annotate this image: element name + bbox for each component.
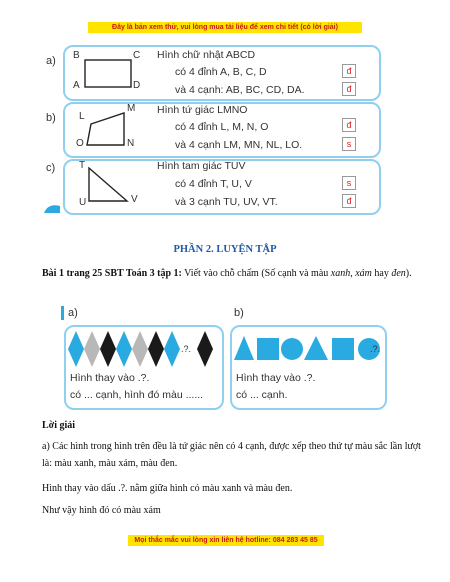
row-c-mark2: đ [342, 194, 356, 208]
diamond-blue-2 [116, 331, 132, 367]
diamond-sequence [66, 327, 218, 371]
diamond-black-1 [100, 331, 116, 367]
task-text1: Viết vào chỗ chấm (Số cạnh và màu [181, 268, 331, 279]
row-b-mark1: đ [342, 118, 356, 132]
hotline-banner: Mọi thắc mắc vui lòng xin liên hệ hotline: 084 283 45 85 [128, 535, 324, 546]
panel-b-placeholder: .?. [370, 344, 381, 354]
task-end: ). [405, 268, 412, 279]
row-c-title: Hình tam giác TUV [157, 160, 246, 172]
vertex-o: O [76, 138, 84, 149]
row-a-mark2: đ [342, 82, 356, 96]
row-c-mark1: s [342, 176, 356, 190]
preview-banner: Đây là bản xem thử, vui lòng mua tài liệu để xem chi tiết (có lời giải) [88, 22, 362, 33]
task-word-xam: xám [355, 268, 372, 279]
row-c-line1: có 4 đỉnh T, U, V [175, 178, 252, 190]
diamond-blue-1 [68, 331, 84, 367]
vertex-u: U [79, 197, 87, 208]
triangle-blue-2 [304, 336, 328, 360]
panel-a-placeholder: .?. [181, 344, 192, 354]
diamond-gray-1 [84, 331, 100, 367]
triangle-blue-1 [234, 336, 254, 360]
row-a-label: a) [46, 55, 56, 67]
panel-b-line2: có ... cạnh. [236, 389, 288, 401]
panel-a-label: a) [68, 307, 78, 319]
panel-a-line2: có ... cạnh, hình đó màu ...... [70, 389, 204, 401]
row-a-title: Hình chữ nhật ABCD [157, 49, 256, 61]
solution-paragraph-2: Hình thay vào dấu .?. nằm giữa hình có màu xanh và màu đen. [42, 483, 293, 494]
row-b-mark2: s [342, 137, 356, 151]
vertex-c: C [133, 50, 141, 61]
vertex-b: B [73, 50, 80, 61]
shape-sequence [232, 330, 382, 366]
task-text2: hay [371, 268, 392, 279]
section-heading: PHẦN 2. LUYỆN TẬP [173, 244, 277, 255]
row-b-title: Hình tứ giác LMNO [157, 104, 248, 116]
task-word-den: đen [391, 268, 406, 279]
vertex-d: D [133, 80, 141, 91]
square-blue-1 [257, 338, 279, 360]
row-a-mark1: đ [342, 64, 356, 78]
solution-paragraph-3: Như vậy hình đó có màu xám [42, 505, 161, 516]
diamond-blue-3 [164, 331, 180, 367]
solution-paragraph-1: a) Các hình trong hình trên đều là tứ giác nên có 4 cạnh, được xếp theo thứ tự màu sắc lần lượt là: màu xanh, màu xám, màu đen. [42, 441, 421, 469]
circle-blue-1 [281, 338, 303, 360]
task-word-xanh: xanh [330, 268, 351, 279]
vertex-l: L [79, 111, 85, 122]
task-statement [42, 265, 422, 282]
panel-a-line1: Hình thay vào .?. [70, 372, 150, 384]
row-c-label: c) [46, 162, 56, 174]
panel-b-label: b) [234, 307, 244, 319]
vertex-n: N [127, 138, 135, 149]
row-a-line1: có 4 đỉnh A, B, C, D [175, 66, 267, 78]
diamond-black-2 [148, 331, 164, 367]
square-blue-2 [332, 338, 354, 360]
solution-title: Lời giải [42, 420, 76, 431]
diamond-black-3 [197, 331, 213, 367]
panel-b-line1: Hình thay vào .?. [236, 372, 316, 384]
row-a-line2: và 4 cạnh: AB, BC, CD, DA. [175, 84, 305, 96]
row-b-line2: và 4 cạnh LM, MN, NL, LO. [175, 139, 303, 151]
row-b-line1: có 4 đỉnh L, M, N, O [175, 121, 269, 133]
row-b-label: b) [46, 112, 56, 124]
task-title: Bài 1 trang 25 SBT Toán 3 tập 1: [42, 268, 182, 279]
vertex-v: V [131, 194, 138, 205]
diamond-gray-2 [132, 331, 148, 367]
vertex-t: T [79, 160, 86, 171]
corner-decoration [44, 203, 64, 213]
vertex-m: M [127, 103, 136, 114]
vertex-a: A [73, 80, 80, 91]
task-sep: , [350, 268, 356, 279]
panel-a-marker [61, 306, 64, 320]
row-c-line2: và 3 cạnh TU, UV, VT. [175, 196, 278, 208]
